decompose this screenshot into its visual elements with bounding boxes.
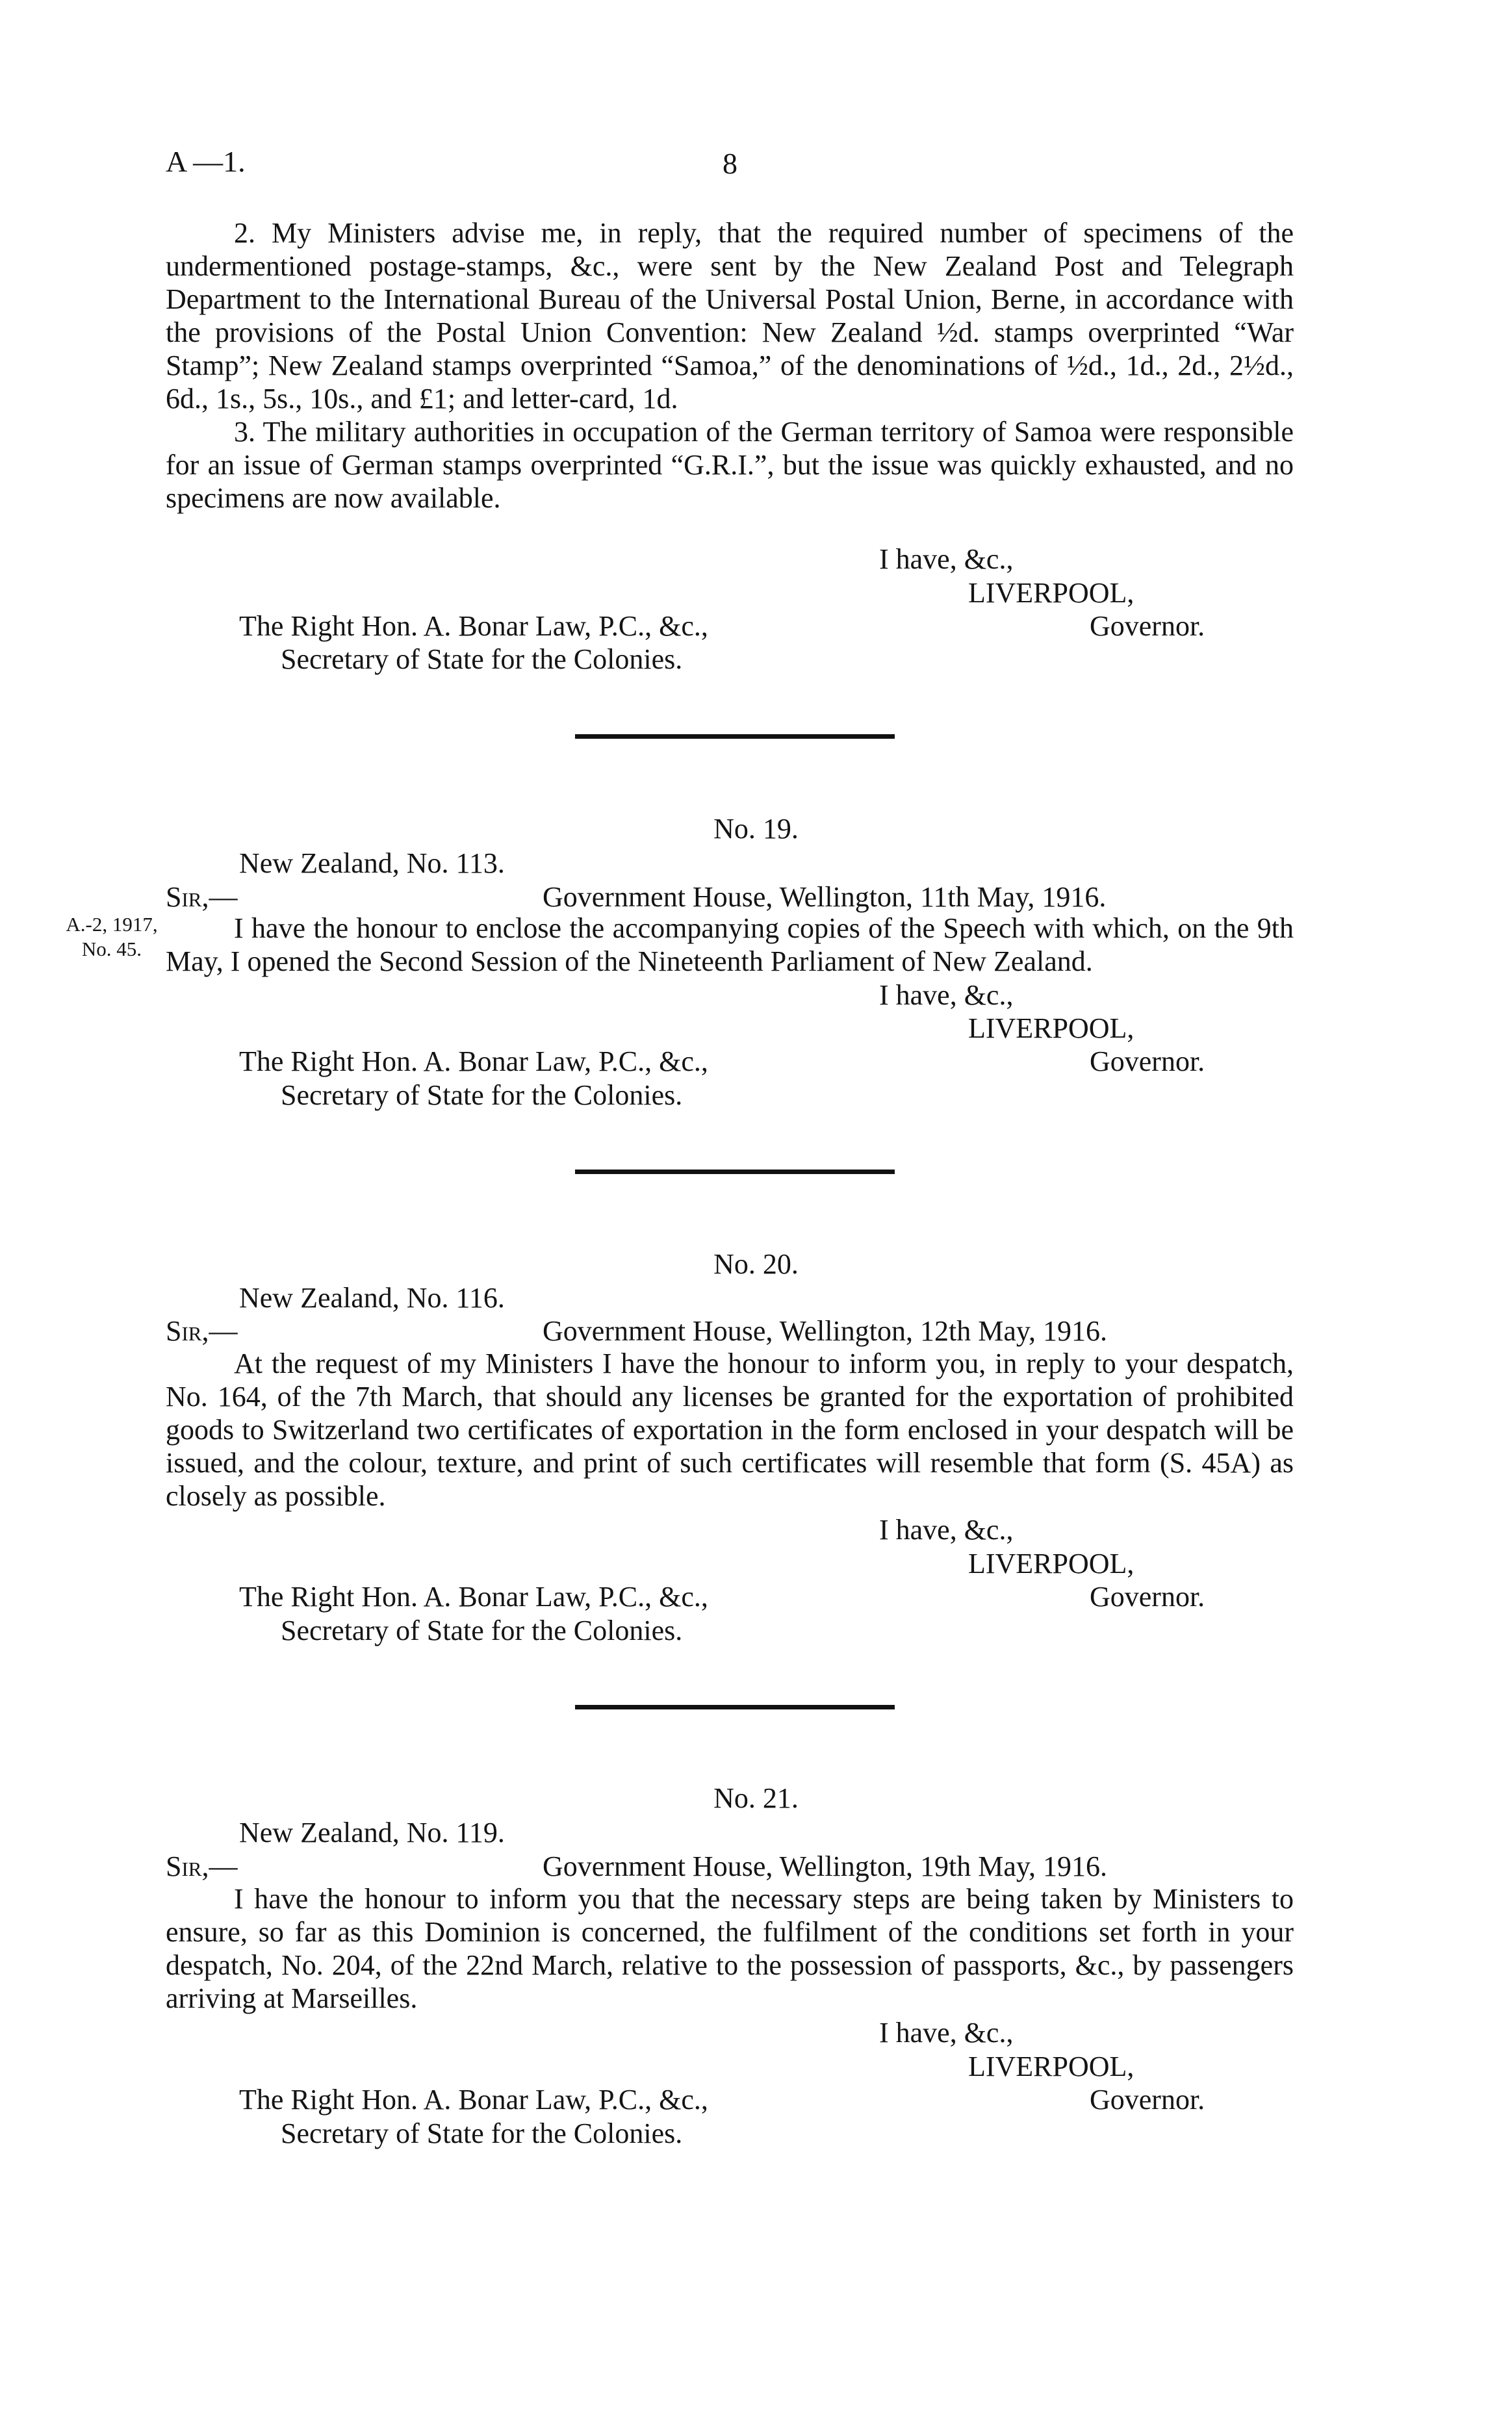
- place-date-20: Government House, Wellington, 12th May, 1916.: [543, 1315, 1108, 1347]
- closing-20: I have, &c.,: [879, 1514, 1014, 1546]
- margin-note-line-1: A.-2, 1917,: [66, 913, 158, 936]
- addressee-name-19: The Right Hon. A. Bonar Law, P.C., &c.,: [239, 1045, 708, 1077]
- closing: I have, &c.,: [879, 543, 1014, 575]
- despatch-body-20: [166, 1347, 1294, 1513]
- section-divider: [575, 1705, 895, 1709]
- addressee-office: Secretary of State for the Colonies.: [281, 643, 683, 675]
- addressee-office-19: Secretary of State for the Colonies.: [281, 1079, 683, 1111]
- signature-20: LIVERPOOL,: [968, 1548, 1134, 1579]
- body-19: I have the honour to enclose the accompanying copies of the Speech with which, on the 9th May, I opened the Second Session of the Nineteenth Parliament of New Zealand.: [166, 912, 1294, 977]
- closing-19: I have, &c.,: [879, 979, 1014, 1011]
- closing-21: I have, &c.,: [879, 2017, 1014, 2049]
- signatory-title: Governor.: [1090, 610, 1205, 642]
- despatch-ref-19: New Zealand, No. 113.: [239, 847, 505, 879]
- paragraph-2: 2. My Ministers advise me, in reply, that the required number of specimens of the undermentioned postage-stamps, &c., were sent by the New Zealand Post and Telegraph Department to the International Bureau of the Universal Postal Union, Berne, in accordance with the provisions of the Postal Union Convention: New Zealand ½d. stamps overprinted “War Stamp”; New Zealand stamps overprinted “Samoa,” of the denominations of ½d., 1d., 2d., 2½d., 6d., 1s., 5s., 10s., and £1; and letter-card, 1d.: [166, 217, 1294, 415]
- addressee-name-20: The Right Hon. A. Bonar Law, P.C., &c.,: [239, 1581, 708, 1613]
- margin-note-19: [47, 912, 177, 962]
- despatch-body-19: [166, 912, 1294, 978]
- salutation-20: Sir,—: [166, 1315, 238, 1347]
- despatch-heading-21: No. 21.: [713, 1782, 799, 1814]
- signatory-title-20: Governor.: [1090, 1581, 1205, 1613]
- section-divider: [575, 734, 895, 739]
- body-21: I have the honour to inform you that the necessary steps are being taken by Ministers to ensure, so far as this Dominion is concerned, the fulfilment of the conditions set forth in your despatch, No. 204, of the 22nd March, relative to the possession of passports, &c., by passengers arriving at Marseilles.: [166, 1883, 1294, 2014]
- signatory-title-19: Governor.: [1090, 1045, 1205, 1077]
- signature-19: LIVERPOOL,: [968, 1012, 1134, 1044]
- despatch-ref-21: New Zealand, No. 119.: [239, 1817, 505, 1848]
- despatch-heading-20: No. 20.: [713, 1248, 799, 1280]
- document-code: A —1.: [166, 145, 246, 178]
- salutation-19: Sir,—: [166, 881, 238, 913]
- signature-21: LIVERPOOL,: [968, 2051, 1134, 2082]
- place-date-19: Government House, Wellington, 11th May, 1916.: [543, 881, 1107, 913]
- continuation-body: [166, 216, 1294, 515]
- paragraph-3: 3. The military authorities in occupation of the German territory of Samoa were responsible for an issue of German stamps overprinted “G.R.I.”, but the issue was quickly exhausted, and no specimens are now available.: [166, 416, 1294, 514]
- despatch-body-21: [166, 1882, 1294, 2015]
- margin-note-line-2: No. 45.: [81, 938, 142, 960]
- addressee-office-21: Secretary of State for the Colonies.: [281, 2117, 683, 2149]
- signatory-title-21: Governor.: [1090, 2084, 1205, 2116]
- despatch-ref-20: New Zealand, No. 116.: [239, 1282, 505, 1314]
- addressee-office-20: Secretary of State for the Colonies.: [281, 1615, 683, 1646]
- despatch-heading-19: No. 19.: [713, 813, 799, 845]
- section-divider: [575, 1170, 895, 1174]
- addressee-name-21: The Right Hon. A. Bonar Law, P.C., &c.,: [239, 2084, 708, 2116]
- signature: LIVERPOOL,: [968, 577, 1134, 609]
- salutation-21: Sir,—: [166, 1850, 238, 1882]
- body-20: At the request of my Ministers I have the honour to inform you, in reply to your despatch, No. 164, of the 7th March, that should any licenses be granted for the exportation of prohibited goods to Switzerland two certificates of exportation in the form enclosed in your despatch will be issued, and the colour, texture, and print of such certificates will resemble that form (S. 45A) as closely as possible.: [166, 1348, 1294, 1512]
- addressee-name: The Right Hon. A. Bonar Law, P.C., &c.,: [239, 610, 708, 642]
- page-number: 8: [723, 147, 737, 180]
- place-date-21: Government House, Wellington, 19th May, 1916.: [543, 1850, 1108, 1882]
